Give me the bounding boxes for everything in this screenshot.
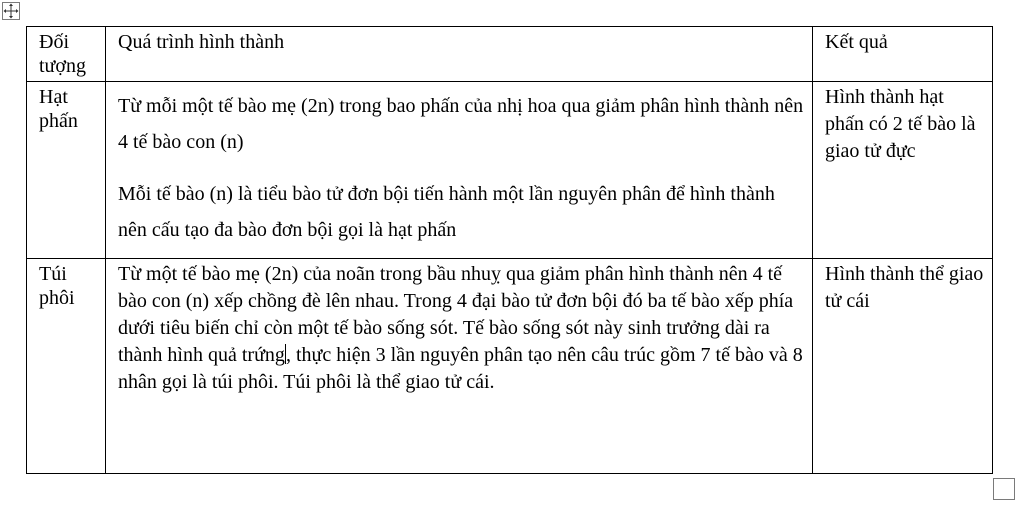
object-text: Túi phôi: [39, 263, 75, 309]
cell-object[interactable]: [27, 259, 106, 474]
result-text: Hình thành hạt phấn có 2 tế bào là giao tử đực: [825, 86, 976, 162]
cell-process[interactable]: [106, 82, 813, 259]
header-result-text: Kết quả: [825, 31, 888, 53]
process-text-after-caret: , thực hiện 3 lần nguyên phân tạo nên câu trúc gồm 7 tế bào và 8 nhân gọi là túi phôi. Túi phôi là thể giao tử cái.: [118, 344, 803, 393]
document-table: [26, 26, 993, 474]
table-row: [27, 82, 993, 259]
header-cell-result[interactable]: [813, 27, 993, 82]
table-resize-handle-icon[interactable]: [993, 478, 1015, 500]
table-move-handle-icon[interactable]: [2, 2, 20, 20]
result-text: Hình thành thể giao tử cái: [825, 263, 984, 312]
process-paragraph: [106, 259, 812, 396]
header-cell-process[interactable]: [106, 27, 813, 82]
cell-process[interactable]: [106, 259, 813, 474]
table-row: [27, 259, 993, 474]
cell-object[interactable]: [27, 82, 106, 259]
header-cell-object[interactable]: [27, 27, 106, 82]
cell-result[interactable]: [813, 82, 993, 259]
table-header-row: [27, 27, 993, 82]
process-text-before-caret: Từ một tế bào mẹ (2n) của noãn trong bầu nhuỵ qua giảm phân hình thành nên 4 tế bào con (n) xếp chồng đè lên nhau. Trong 4 đại bào tử đơn bội đó ba tế bào xếp phía dưới tiêu biến chỉ còn một tế bào sống sót. Tế bào sống sót này sinh trưởng dài ra thành hình quả trứng: [118, 263, 794, 366]
object-text: Hạt phấn: [39, 86, 78, 132]
process-paragraph: Từ mỗi một tế bào mẹ (2n) trong bao phấn của nhị hoa qua giảm phân hình thành nên 4 tế bào con (n): [118, 95, 804, 153]
process-paragraph: Mỗi tế bào (n) là tiểu bào tử đơn bội tiến hành một lần nguyên phân để hình thành nên cấu tạo đa bào đơn bội gọi là hạt phấn: [118, 183, 775, 241]
header-object-text: Đối tượng: [39, 31, 86, 77]
header-process-text: Quá trình hình thành: [118, 31, 285, 53]
cell-result[interactable]: [813, 259, 993, 474]
